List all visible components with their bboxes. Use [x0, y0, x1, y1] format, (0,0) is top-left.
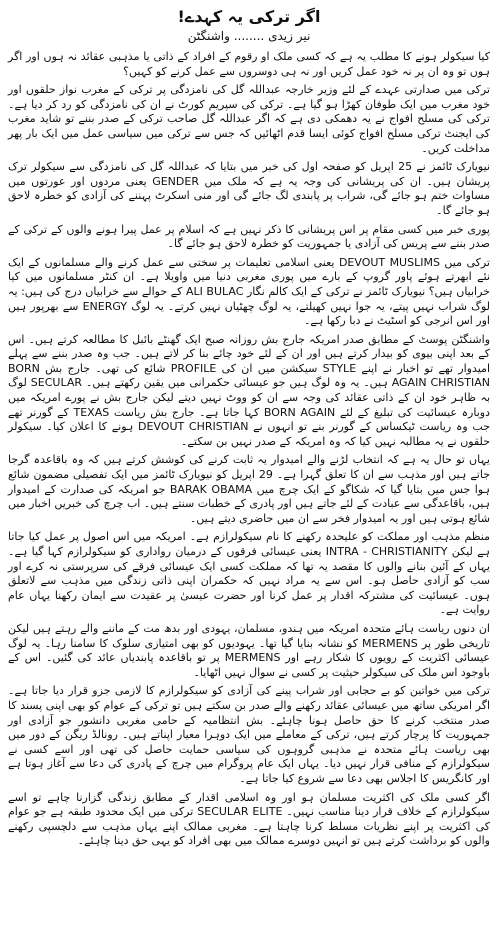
article-title: اگر ترکی یہ کہدے! — [177, 7, 321, 26]
article-byline — [8, 28, 490, 44]
paragraph: ترکی میں صدارتی عہدے کے لئے وزیر خارجہ عبداللہ گل کی نامزدگی پر ترکی کے مغرب نواز حلقوں اور خود مغرب میں ایک طوفان کھڑا ہو گیا ہے۔ ترکی کی سپریم کورٹ نے ان کی نامزدگی کو رد کر دیا ہے۔ ترکی کی مسلح افواج نے یہ دھمکی دی ہے کہ اگر عبداللہ گل صاحب ترکی کے صدر بننے تو شاید مغرب کی ایجنٹ ترکی مسلح افواج کوئی ایسا قدم اٹھائیں کہ جس سے ترکی میں سیاسی عمل میں ایک بار پھر مداخلت کریں۔ — [8, 83, 490, 155]
paragraph: نیویارک ٹائمز نے 25 اپریل کو صفحہ اول کی خبر میں بتایا کہ عبداللہ گل کی نامزدگی سے سیکولر ترک پریشان ہیں۔ ان کی پریشانی کی وجہ یہ ہے کہ ملک میں GENDER یعنی مردوں اور عورتوں میں مساوات ختم ہو جائے گی، شراب پر پابندی لگ جائے گی اور منی اسکرٹ پہننے کی آزادی کو خطرہ لاحق ہو جائے گا۔ — [8, 160, 490, 217]
paragraph: یہاں تو حال یہ ہے کہ انتخاب لڑنے والے امیدوار یہ ثابت کرنے کی کوشش کرتے ہیں کہ وہ باقاعدہ گرجا جاتے ہیں اور مذہب سے ان کا تعلق گہرا ہے۔ 29 اپریل کو نیویارک ٹائمز میں ایک تفصیلی مضمون شائع ہوا جس میں بتایا گیا کہ شکاگو کے ایک چرچ میں BARAK OBAMA جو امریکہ کی صدارت کے امیدوار ہیں، باقاعدگی سے عبادت کے لئے جاتے ہیں اور پادری کے خطبات سنتے ہیں۔ اب چرچ کی خبریں اخبار میں شائع ہوتی ہیں اور یہ امیدوار فخر سے ان میں حاضری دیتے ہیں۔ — [8, 453, 490, 525]
byline-separator: ........ — [233, 29, 265, 43]
author-name: نیر زیدی — [268, 29, 311, 43]
paragraph: پوری خبر میں کسی مقام پر اس پریشانی کا ذکر نہیں ہے کہ اسلام پر عمل پیرا ہونے والوں کے ترکی کے صدر بننے سے پریس کی آزادی یا جمہوریت کو خطرہ لاحق ہو جائے گا۔ — [8, 222, 490, 251]
paragraph: کیا سیکولر ہونے کا مطلب یہ ہے کہ کسی ملک او رقوم کے افراد کے ذاتی یا مذہبی عقائد نہ ہوں اور اگر ہوں تو وہ ان پر نہ خود عمل کریں اور نہ ہی دوسروں سے عمل کرنے کو کہیں؟ — [8, 50, 490, 78]
paragraph: منظم مذہب اور مملکت کو علیحدہ رکھنے کا نام سیکولرازم ہے۔ امریکہ میں اس اصول پر عمل کیا جاتا ہے لیکن INTRA - CHRISTIANITY یعنی عیسائی فرقوں کے درمیان رواداری کو سیکولرازم کہا گیا ہے۔ یہاں کے آئین بنانے والوں کا مقصد یہ تھا کہ مملکت کسی ایک عیسائی فرقے کی سرپرستی نہ کرے اور سب کو آزادی حاصل ہو۔ اس سے یہ مراد نہیں کہ حکمران اپنی ذاتی زندگی میں مذہب سے لاتعلق ہوں۔ عیسائیت کی مشترکہ اقدار پر عمل کرنا اور حضرت عیسیٰ پر عقیدت سے ایمان رکھنا یہاں عام روایت ہے۔ — [8, 530, 490, 617]
paragraph: ان دنوں ریاست ہائے متحدہ امریکہ میں ہندو، مسلمان، یہودی اور بدھ مت کے ماننے والے رہتے ہیں لیکن تاریخی طور پر MERMENS کو نشانہ بنایا گیا تھا۔ یہودیوں کو بھی امتیازی سلوک کا سامنا رہا۔ یہ لوگ عیسائی اکثریت کے رویوں کا شکار رہے اور MERMENS پر تو باقاعدہ پابندیاں عائد کی گئیں۔ اس کے باوجود اس ملک کی سیکولر حیثیت پر کسی نے سوال نہیں اٹھایا۔ — [8, 621, 490, 679]
paragraph: اگر کسی ملک کی اکثریت مسلمان ہو اور وہ اسلامی اقدار کے مطابق زندگی گزارنا چاہے تو اسے سیکولرازم کے خلاف قرار دینا مناسب نہیں۔ SECULAR ELITE ترکی میں ایک محدود طبقہ ہے جو عوام کی اکثریت پر اپنے نظریات مسلط کرنا چاہتا ہے۔ مغربی ممالک اپنے یہاں مذہب سے دلچسپی رکھنے والوں کو برداشت کرتے ہیں تو انہیں دوسرے ممالک میں بھی افراد کو یہی حق دینا چاہئے۔ — [8, 790, 491, 848]
paragraph: ترکی میں خواتین کو بے حجابی اور شراب پینے کی آزادی کو سیکولرازم کا لازمی جزو قرار دیا جاتا ہے۔ اگر امریکی ساتھ میں عیسائی عقائد رکھنے والے صدر بن سکتے ہیں تو ترکی کے عوام کو بھی اپنی پسند کا صدر منتخب کرنے کا حق حاصل ہونا چاہئے۔ بش انتظامیہ کے حامی مغربی دانشور جو آزادی اور جمہوریت کا پرچار کرتے ہیں، ترکی کے معاملے میں ایک دوہرا معیار اپناتے ہیں۔ رونالڈ ریگن کے دور میں بھی ریاست ہائے متحدہ نے مذہبی گروہوں کی سیاسی حمایت حاصل کی تھی اور اسے کسی نے سیکولرازم کے منافی قرار نہیں دیا۔ یہاں ایک عام پروگرام میں چرچ کے پادری کی دعا سے آغاز ہوتا ہے اور کانگریس کا اجلاس بھی دعا سے شروع کیا جاتا ہے۔ — [8, 684, 490, 785]
paragraph: ترکی میں DEVOUT MUSLIMS یعنی اسلامی تعلیمات پر سختی سے عمل کرنے والے مسلمانوں کے ایک نئے ابھرتے ہوئے پاور گروپ کے بارے میں پوری مغربی دنیا میں واویلا ہے۔ ان کنٹر مسلمانوں میں کیا خرابیاں ہیں؟ نیویارک ٹائمز نے ترکی کے ایک کالم نگار ALI BULAC کے حوالے سے خرابیاں درج کی ہیں: یہ لوگ شراب نہیں پیتے، یہ جوا نہیں کھیلتے، یہ لوگ چھٹیاں نہیں کرتے۔ یہ لوگ ENERGY سے بھرپور ہیں اور اس انرجی کو اسٹیٹ نے دبا رکھا ہے۔ — [8, 255, 490, 328]
article-body — [8, 50, 490, 849]
dateline-place: واشنگٹن — [187, 29, 230, 43]
paragraph: واشنگٹن پوسٹ کے مطابق صدر امریکہ جارج بش روزانہ صبح ایک گھنٹے بائبل کا مطالعہ کرتے ہیں۔ اس کے بعد اپنی بیوی کو بیدار کرتے ہیں اور ان کے لئے خود چائے بنا کر لاتے ہیں۔ جب وہ صدر بننے سے پہلے امیدوار تھے تو اخبار نے اپنے STYLE سیکشن میں ان کی PROFILE شائع کی تھی۔ جارج بش BORN AGAIN CHRISTIAN ہیں۔ یہ وہ لوگ ہیں جو عیسائی حکمرانی میں یقین رکھتے ہیں۔ SECULAR لوگ بہ ظاہر خود ان کے ذاتی عقائد کی وجہ سے ان کو ووٹ نہیں دیتے لیکن جارج بش نے پورے امریکہ میں دوبارہ عیسائیت کی تبلیغ کے لئے BORN AGAIN کہا جاتا ہے۔ جارج بش ریاست TEXAS کے گورنر تھے جب وہ ریاست ٹیکساس کے گورنر بنے تو انہوں نے DEVOUT CHRISTIAN ہونے کا اعلان کیا۔ سیکولر حلقوں نے یہ مطالبہ نہیں کیا کہ وہ امریکہ کے صدر نہیں بن سکتے۔ — [8, 332, 491, 448]
